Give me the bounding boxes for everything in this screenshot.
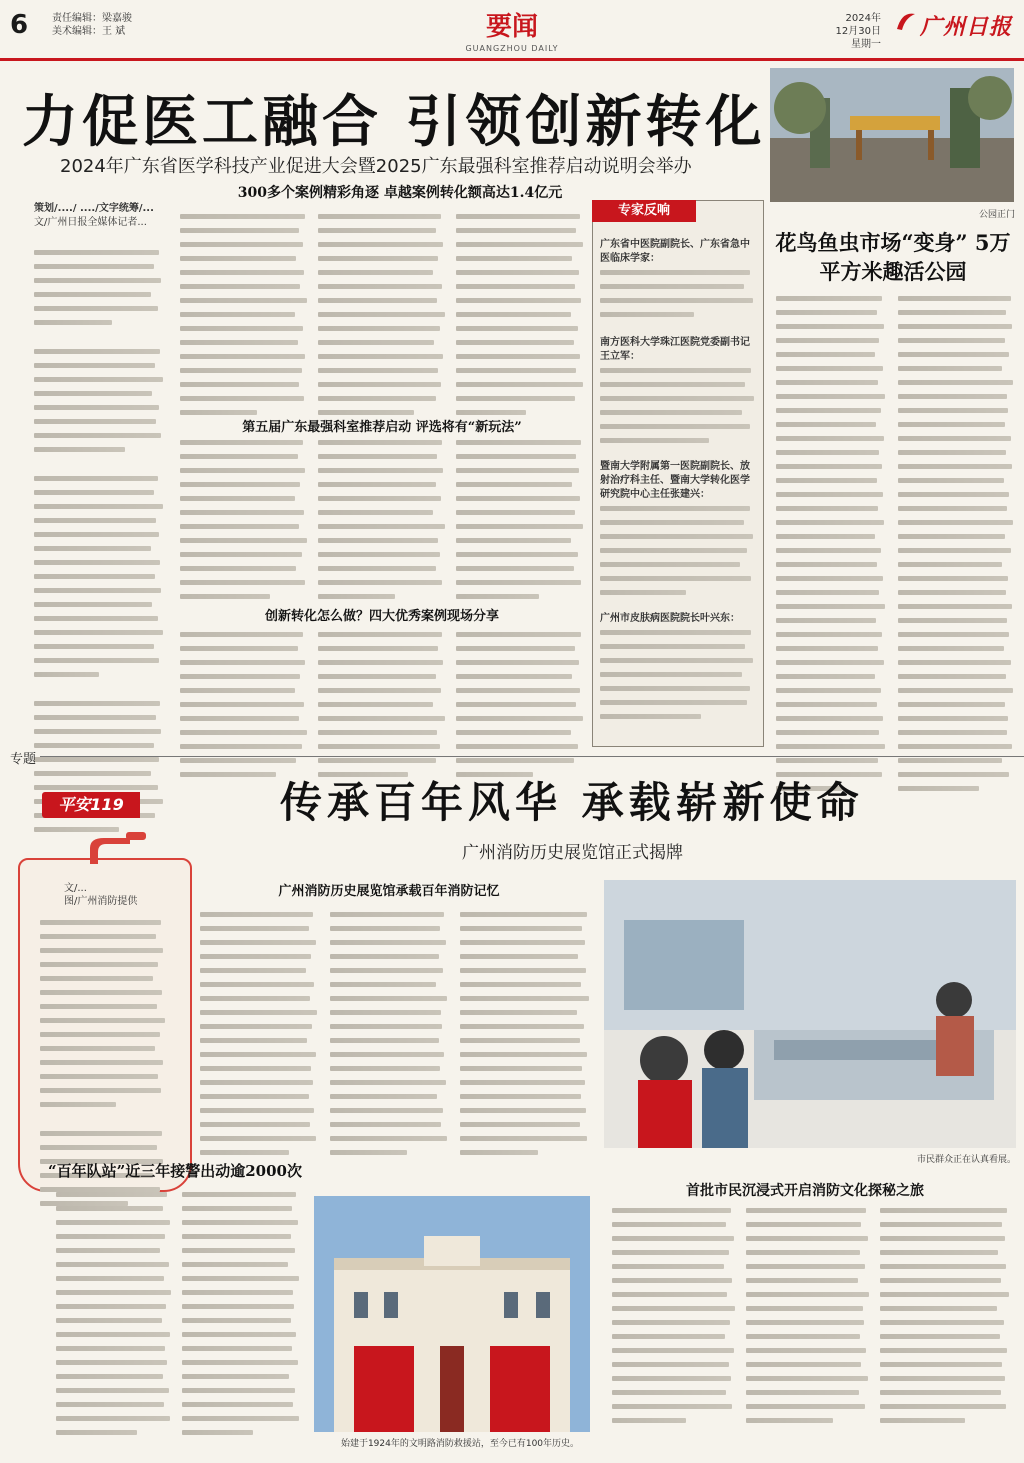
lead-column-2c-text	[180, 632, 308, 786]
masthead-rule	[0, 58, 1024, 61]
divider-label: 专题	[10, 752, 37, 767]
date-year: 2024年	[845, 13, 881, 24]
lede-text: 文/广州日报全媒体记者...	[34, 217, 147, 228]
byline-line: 图/广州消防提供	[64, 896, 138, 907]
feature-headline: 传承百年风华 承载崭新使命	[280, 778, 864, 827]
lead-column-4b-text	[456, 440, 584, 608]
expert-quote-3	[600, 460, 756, 604]
lead-column-4-text	[456, 214, 584, 424]
expert-quote-text	[600, 630, 756, 719]
lower-column-1-text	[56, 1192, 172, 1444]
feature-subtitle-1: 广州消防历史展览馆承载百年消防记忆	[278, 884, 500, 899]
lead-column-2b-text	[180, 440, 308, 608]
feature-column-4-text	[460, 912, 590, 1164]
byline-line: 文/...	[64, 883, 87, 894]
park-gate-photo	[770, 68, 1014, 202]
lead-subheadline: 2024年广东省医学科技产业促进大会暨2025广东最强科室推荐启动说明会举办	[60, 156, 692, 177]
editor-line: 美术编辑：王 斌	[52, 26, 126, 37]
feature-column-2-text	[200, 912, 318, 1164]
park-gate-caption: 公园正门	[978, 210, 1015, 220]
lead-column-2-text	[180, 214, 308, 424]
lead-section-3-title: 创新转化怎么做？四大优秀案例现场分享	[264, 609, 499, 624]
lead-credits	[34, 202, 164, 230]
expert-box-tag: 专家反响	[592, 200, 696, 222]
newspaper-logo-icon	[893, 9, 919, 35]
credits-text: 策划/..../ ..../文字统筹/...	[34, 203, 154, 214]
lead-column-1-text	[34, 250, 164, 841]
lead-column-3b-text	[318, 440, 446, 608]
lead-column-3c-text	[318, 632, 446, 786]
expert-name: 广东省中医院副院长、广东省急中医临床学家：	[600, 239, 750, 264]
section-title-en: GUANGZHOU DAILY	[465, 44, 559, 53]
exhibition-photo-caption: 市民群众正在认真看展。	[916, 1155, 1016, 1165]
lead-column-3-text	[318, 214, 446, 424]
date-weekday: 星期一	[851, 39, 881, 50]
side-story-title: 花鸟鱼虫市场“变身” 5万平方米趣活公园	[775, 230, 1011, 284]
fire-station-photo	[314, 1196, 590, 1432]
feature-subheadline: 广州消防历史展览馆正式揭牌	[462, 843, 683, 863]
lead-column-4c-text	[456, 632, 584, 786]
editor-credits	[52, 12, 132, 38]
section-title: 要闻	[485, 12, 538, 42]
feature-subtitle-3: 首批市民沉浸式开启消防文化探秘之旅	[686, 1183, 924, 1199]
lower-column-4-text	[746, 1208, 870, 1432]
lead-kicker: 300多个案例精彩角逐 卓越案例转化额高达1.4亿元	[237, 185, 563, 201]
side-column-2-text	[898, 296, 1014, 800]
expert-name: 暨南大学附属第一医院副院长、放射治疗科主任、暨南大学转化医学研究院中心主任张建兴：	[600, 461, 750, 500]
newspaper-logo: 广州日报	[920, 14, 1013, 40]
side-column-1-text	[776, 296, 886, 800]
page-number: 6	[10, 10, 29, 40]
expert-name: 南方医科大学珠江医院党委副书记王立军：	[600, 337, 750, 362]
expert-quote-text	[600, 506, 756, 595]
expert-quote-2	[600, 336, 756, 452]
editor-line: 责任编辑：梁嘉骏	[52, 13, 132, 24]
expert-name: 广州市皮肤病医院院长叶兴东：	[600, 613, 740, 624]
lower-column-5-text	[880, 1208, 1010, 1432]
date-day: 12月30日	[835, 26, 881, 37]
lead-headline: 力促医工融合 引领创新转化	[22, 89, 766, 155]
lower-column-2-text	[182, 1192, 300, 1444]
section-divider	[40, 756, 1024, 757]
issue-date	[823, 12, 881, 51]
expert-quote-text	[600, 368, 756, 443]
expert-quote-1	[600, 238, 756, 326]
expert-quote-text	[600, 270, 756, 317]
column-tag-119: 平安119	[42, 792, 140, 818]
exhibition-visitors-photo	[604, 880, 1016, 1148]
feature-byline	[64, 882, 137, 908]
expert-quote-4	[600, 612, 756, 728]
extinguisher-nozzle-icon	[60, 830, 150, 864]
feature-column-3-text	[330, 912, 448, 1164]
feature-subtitle-2: “百年队站”近三年接警出动逾2000次	[47, 1162, 302, 1180]
lead-section-2-title: 第五届广东最强科室推荐启动 评选将有“新玩法”	[242, 420, 522, 435]
lower-column-3-text	[612, 1208, 736, 1432]
fire-station-caption: 始建于1924年的文明路消防救援站，至今已有100年历史。	[340, 1439, 580, 1449]
